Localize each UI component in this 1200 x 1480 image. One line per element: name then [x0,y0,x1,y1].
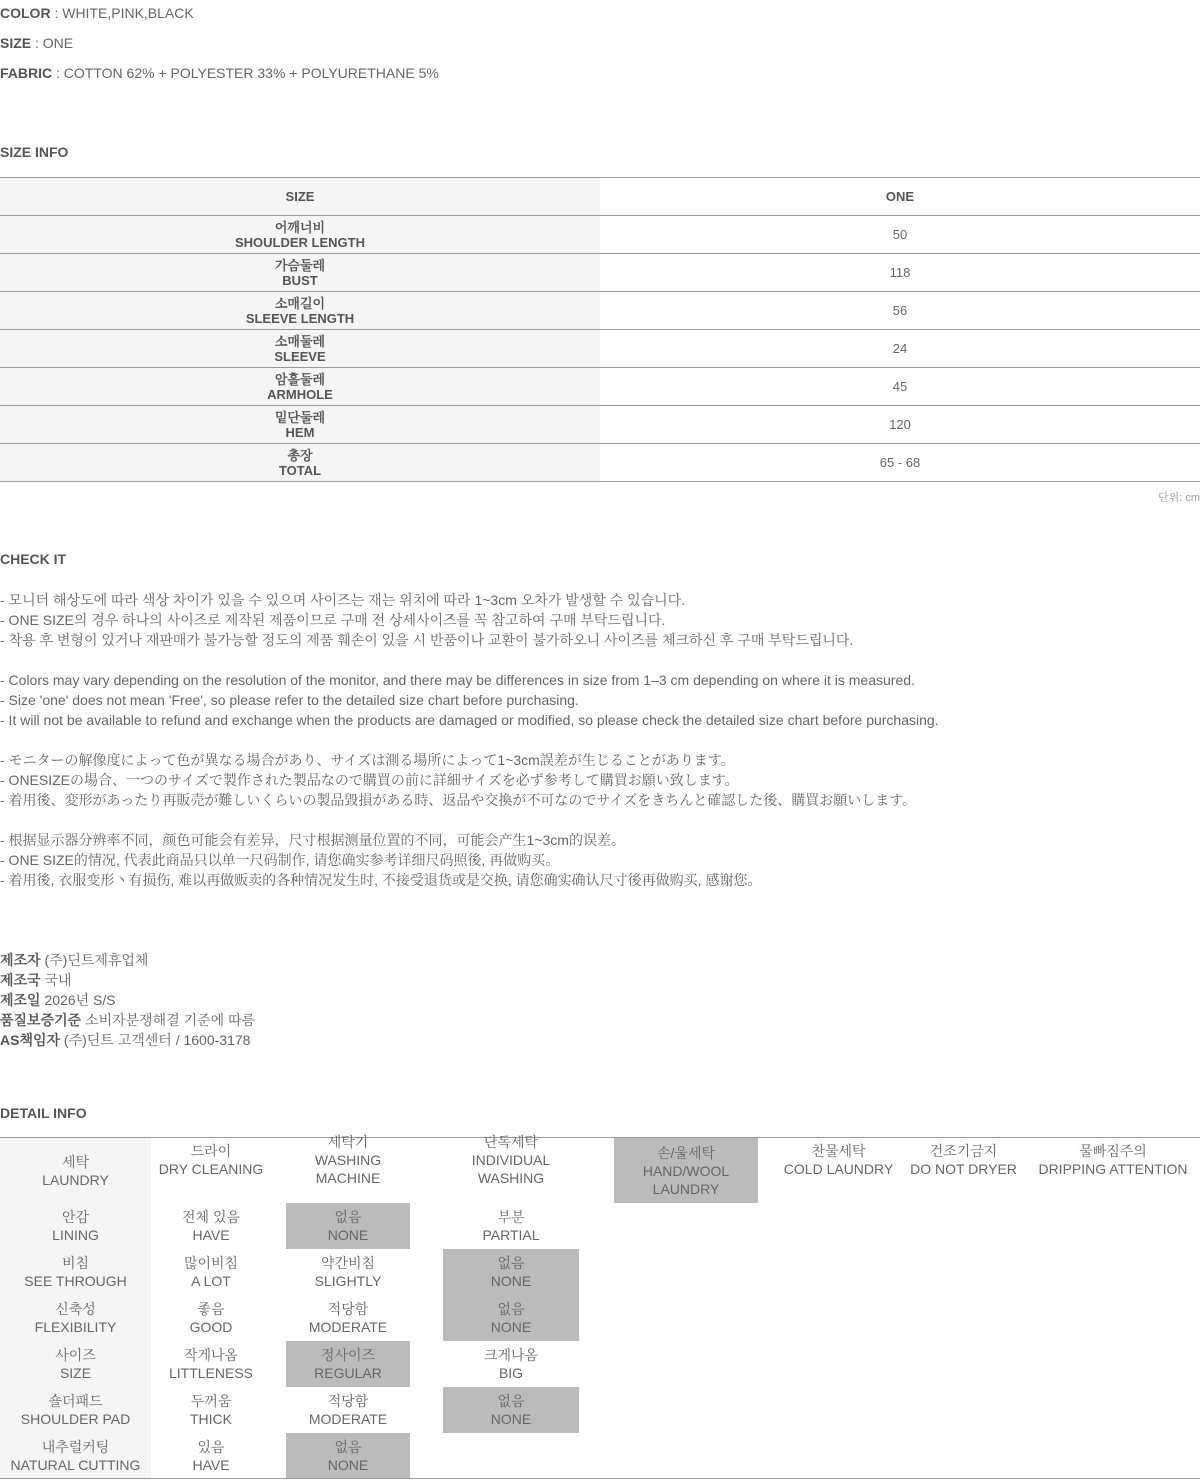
size-row-label-en: ARMHOLE [267,386,333,402]
detail-row-header [0,1341,151,1387]
size-row-value: 50 [600,216,1200,254]
size-row-label-ko: 가슴둘레 [274,257,326,273]
laundry-option [286,1134,410,1186]
cell-ko: 사이즈 [55,1347,96,1363]
spec-label: COLOR [0,5,51,21]
size-table-row [0,406,1200,444]
laundry-header [0,1138,151,1203]
spec-value: ONE [42,35,74,51]
detail-option [286,1387,410,1433]
cell-en: LINING [52,1227,99,1243]
cell-en: NONE [490,1319,532,1335]
divider [0,1478,1200,1479]
manufacturer-line [0,950,255,970]
size-row-value: 24 [600,330,1200,368]
spec-value: COTTON 62% + POLYESTER 33% + POLYURETHANE 5% [63,65,439,81]
manufacturer-line [0,970,255,990]
spacer [0,810,939,830]
size-row-label [0,254,600,292]
cell-en: DRIPPING ATTENTION [1038,1161,1188,1177]
manufacturer-label: 제조일 [0,992,41,1008]
unit-note: 단위: cm [1157,492,1200,504]
cell-ko: 있음 [197,1439,225,1455]
detail-row-header [0,1295,151,1341]
cell-ko: 단독세탁 [483,1134,539,1150]
cell-ko: 부분 [497,1209,525,1225]
size-header-value: ONE [600,178,1200,216]
size-row-label [0,216,600,254]
cell-ko: 없음 [334,1439,362,1455]
cell-en: DO NOT DRYER [910,1161,1017,1177]
size-row-label-en: TOTAL [278,462,322,478]
detail-option [151,1295,271,1341]
cell-en: NONE [327,1457,369,1473]
manufacturer-line [0,990,255,1010]
size-info-title: SIZE INFO [0,144,69,160]
cell-en: NONE [327,1227,369,1243]
cell-en: LITTLENESS [168,1365,254,1381]
size-table-header [0,178,1200,216]
size-row-label [0,368,600,406]
size-row-label-en: SHOULDER LENGTH [235,234,365,250]
cell-en: COLD LAUNDRY [783,1161,894,1177]
laundry-option [776,1138,901,1182]
cell-en: THICK [190,1411,232,1427]
detail-option-selected [286,1341,410,1387]
cell-ko: 안감 [61,1209,90,1225]
cell-ko: 세탁 [61,1153,90,1170]
size-row-label [0,330,600,368]
spec-label: FABRIC [0,65,53,81]
detail-option [443,1341,579,1387]
cell-ko: 없음 [497,1393,525,1409]
size-row-label-en: SLEEVE LENGTH [245,310,355,326]
size-row-label [0,406,600,444]
size-table-row [0,292,1200,330]
detail-option-selected [443,1387,579,1433]
cell-en: WASHING MACHINE [314,1152,382,1186]
detail-option [151,1341,271,1387]
cell-ko: 건조기금지 [929,1143,998,1159]
manufacturer-label: AS책임자 [0,1032,61,1048]
cell-en: FLEXIBILITY [34,1319,117,1335]
manufacturer-line [0,1010,255,1030]
cell-en: MODERATE [308,1411,388,1427]
detail-option [286,1295,410,1341]
cell-en: SIZE [59,1365,92,1381]
detail-info-title: DETAIL INFO [0,1105,87,1121]
cell-en: HAND/WOOL LAUNDRY [642,1162,730,1197]
note-line: - Size 'one' does not mean 'Free', so please refer to the detailed size chart before purchasing. [0,692,579,708]
size-row-label-ko: 소매길이 [274,295,326,311]
spec-size: SIZE : ONE [0,35,74,51]
laundry-option [1026,1138,1200,1182]
cell-ko: 비침 [61,1255,90,1271]
manufacturer-value: 국내 [44,972,72,988]
size-row-label-ko: 소매둘레 [274,333,326,349]
cell-ko: 정사이즈 [320,1347,376,1363]
cell-en: HAVE [192,1227,230,1243]
note-line: - ONESIZEの場合、一つのサイズで製作された製品なので購買の前に詳細サイズを必ず参考して購買お願い致します。 [0,772,739,788]
detail-option [151,1387,271,1433]
cell-ko: 좋음 [197,1301,225,1317]
size-row-value: 65 - 68 [600,444,1200,482]
detail-row-header [0,1433,151,1479]
note-line: - ONE SIZE의 경우 하나의 사이즈로 제작된 제품이므로 구매 전 상세사이즈를 꼭 참고하여 구매 부탁드립니다. [0,612,666,628]
laundry-option [443,1134,579,1186]
manufacturer-label: 제조자 [0,952,41,968]
size-table-row [0,216,1200,254]
cell-en: DRY CLEANING [158,1161,264,1177]
cell-en: SHOULDER PAD [20,1411,131,1427]
cell-ko: 신축성 [55,1301,96,1317]
cell-ko: 두꺼움 [190,1393,232,1409]
manufacturer-value: (주)딘트 고객센터 / 1600-3178 [63,1032,251,1048]
laundry-option [151,1138,271,1182]
laundry-option-selected [614,1138,758,1203]
detail-option [286,1249,410,1295]
size-row-value: 56 [600,292,1200,330]
manufacturer-info [0,950,255,1050]
manufacturer-label: 품질보증기준 [0,1012,82,1028]
cell-en: LAUNDRY [42,1171,109,1188]
spec-value: WHITE,PINK,BLACK [62,5,194,21]
note-line: - 착용 후 변형이 있거나 재판매가 불가능할 정도의 제품 훼손이 있을 시 반품이나 교환이 불가하오니 사이즈를 체크하신 후 구매 부탁드립니다. [0,632,854,648]
cell-en: GOOD [189,1319,233,1335]
cell-en: MODERATE [308,1319,388,1335]
cell-en: SEE THROUGH [24,1273,127,1289]
note-line: - 着用後、変形があったり再販売が難しいくらいの製品毀損がある時、返品や交換が不可なのでサイズをきちんと確認した後、購買お願いします。 [0,792,917,808]
detail-option [151,1433,271,1479]
size-row-label-ko: 어깨너비 [274,219,326,235]
manufacturer-line [0,1030,255,1050]
note-line: - It will not be available to refund and exchange when the products are damaged or modified, so please check the detailed size chart before purchasing. [0,712,939,728]
detail-row-header [0,1387,151,1433]
size-table-row [0,444,1200,482]
size-table-row [0,254,1200,292]
size-row-label-en: HEM [285,424,315,440]
cell-en: HAVE [192,1457,230,1473]
cell-en: REGULAR [314,1365,382,1381]
cell-ko: 숄더패드 [48,1393,103,1409]
check-it-title: CHECK IT [0,551,67,567]
spec-color: COLOR : WHITE,PINK,BLACK [0,5,194,21]
cell-ko: 없음 [334,1209,362,1225]
detail-row-header [0,1249,151,1295]
size-row-label-ko: 밑단둘레 [274,409,326,425]
detail-option [151,1203,271,1249]
size-row-label-en: SLEEVE [274,348,326,364]
detail-option-selected [286,1433,410,1479]
size-row-label-ko: 암홀둘레 [274,371,326,387]
spec-label: SIZE [0,35,32,51]
size-table-row [0,330,1200,368]
cell-ko: 찬물세탁 [811,1143,866,1159]
cell-ko: 손/울세탁 [657,1144,715,1161]
cell-ko: 전체 있음 [182,1209,240,1225]
detail-row-header [0,1203,151,1249]
note-line: - Colors may vary depending on the resolution of the monitor, and there may be differences in size from 1–3 cm depending on where it is measured. [0,672,915,688]
manufacturer-label: 제조국 [0,972,41,988]
note-line: - 根据显示器分辨率不同，颜色可能会有差异，尺寸根据测量位置的不同，可能会产生1~3cm的误差。 [0,832,625,848]
note-line: - モニターの解像度によって色が異なる場合があり、サイズは測る場所によって1~3cm誤差が生じることがあります。 [0,752,735,768]
size-row-label [0,444,600,482]
cell-en: BIG [498,1365,524,1381]
detail-option-selected [286,1203,410,1249]
cell-ko: 물빠짐주의 [1079,1143,1147,1159]
size-row-value: 120 [600,406,1200,444]
cell-ko: 크게나옴 [483,1347,539,1363]
manufacturer-value: (주)딘트제휴업체 [44,952,149,968]
cell-en: PARTIAL [482,1227,540,1243]
cell-ko: 드라이 [190,1143,232,1159]
laundry-option [901,1138,1026,1182]
size-row-value: 45 [600,368,1200,406]
size-row-label-en: BUST [282,272,318,288]
spacer [0,730,939,750]
cell-ko: 없음 [497,1255,525,1271]
spec-fabric: FABRIC : COTTON 62% + POLYESTER 33% + POLYURETHANE 5% [0,65,439,81]
note-line: - ONE SIZE的情况, 代表此商品只以单一尺码制作, 请您确实参考详细尺码照後, 再做购买。 [0,852,560,868]
size-table [0,177,1200,482]
cell-en: SLIGHTLY [314,1273,382,1289]
detail-option [443,1203,579,1249]
cell-ko: 세탁기 [327,1134,369,1150]
note-line: - 着用後, 衣服变形丶有损伤, 难以再做贩卖的各种情况发生时, 不接受退货或是交换, 请您确实确认尺寸後再做购买, 感谢您。 [0,872,762,888]
cell-ko: 적당함 [327,1301,369,1317]
size-row-label [0,292,600,330]
manufacturer-value: 2026년 S/S [44,992,116,1008]
cell-en: INDIVIDUAL WASHING [471,1152,551,1186]
cell-ko: 작게나옴 [183,1347,239,1363]
detail-option [151,1249,271,1295]
manufacturer-value: 소비자분쟁해결 기준에 따름 [85,1012,256,1028]
cell-en: NATURAL CUTTING [10,1457,141,1473]
check-it-notes [0,590,939,890]
size-row-label-ko: 총장 [287,447,313,463]
size-row-value: 118 [600,254,1200,292]
size-header-label: SIZE [0,178,600,216]
cell-en: A LOT [191,1273,231,1289]
cell-ko: 적당함 [327,1393,369,1409]
detail-option-selected [443,1295,579,1341]
cell-en: NONE [490,1411,532,1427]
note-line: - 모니터 해상도에 따라 색상 차이가 있을 수 있으며 사이즈는 재는 위치에 따라 1~3cm 오차가 발생할 수 있습니다. [0,592,686,608]
cell-ko: 없음 [497,1301,525,1317]
cell-en: NONE [490,1273,532,1289]
cell-ko: 내추럴커팅 [41,1439,110,1455]
cell-ko: 많이비침 [183,1255,239,1271]
spacer [0,650,939,670]
cell-ko: 약간비침 [320,1255,376,1271]
size-table-row [0,368,1200,406]
detail-option-selected [443,1249,579,1295]
